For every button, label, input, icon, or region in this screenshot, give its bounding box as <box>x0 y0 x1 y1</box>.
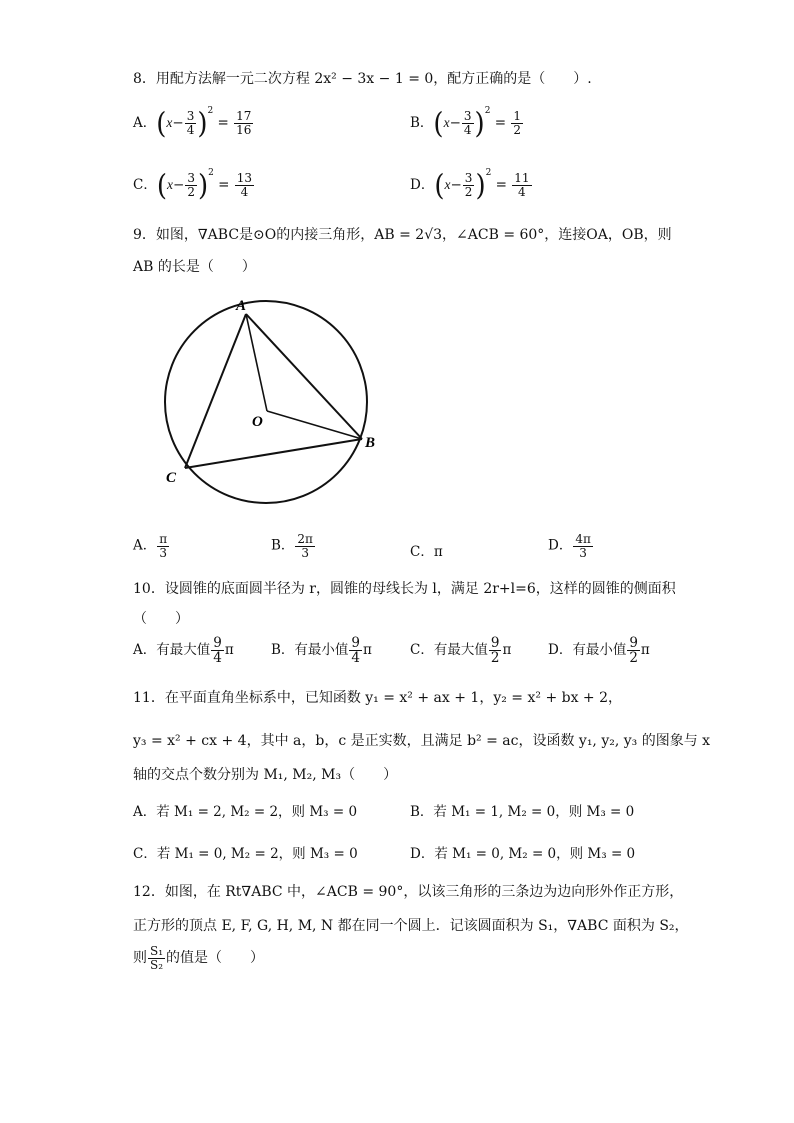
q11-line1: 11．在平面直角坐标系中，已知函数 y₁ = x² + ax + 1，y₂ = x² + bx + 2， <box>133 690 623 706</box>
option-label: D．有最小值 <box>548 642 627 659</box>
q9-option-d <box>548 533 594 559</box>
num: 4π <box>575 532 591 546</box>
h-num: 3 <box>187 171 195 186</box>
den: 3 <box>301 545 309 560</box>
suffix: π <box>224 642 234 659</box>
q11-option-d <box>410 842 635 862</box>
segment-ab <box>246 314 362 439</box>
option-label: C．有最大值 <box>410 642 488 659</box>
den: 2 <box>629 650 638 667</box>
q9-line2: AB 的长是（ ） <box>133 259 256 275</box>
num: 9 <box>490 635 500 651</box>
h-num: 3 <box>186 109 195 124</box>
q10-option-c <box>410 636 511 665</box>
q12-line3 <box>133 945 264 971</box>
h-den: 4 <box>463 123 472 137</box>
q9-option-b <box>271 533 316 559</box>
circle-triangle-figure <box>150 290 390 530</box>
num: 9 <box>213 635 222 651</box>
q10-option-a <box>133 636 234 665</box>
q8-option-b: B．(x− $\frac{3}{4}$ )$^2$ = $\frac{1}{2}$ <box>410 106 521 140</box>
q11-option-c <box>133 842 358 862</box>
q10-line1: 10．设圆锥的底面圆半径为 r，圆锥的母线长为 l，满足 2r+l=6，这样的圆锥的侧面积 <box>133 581 676 597</box>
q8-stem: 8．用配方法解一元二次方程 2x² − 3x − 1 = 0，配方正确的是（ ）. <box>133 71 592 87</box>
q8-option-d: D．(x− $\frac{3}{2}$ )$^2$ = $\frac{11}{4}$ <box>410 168 530 202</box>
option-label: B． <box>271 537 295 554</box>
num: π <box>159 532 168 546</box>
q12-line2: 正方形的顶点 E, F, G, H, M, N 都在同一个圆上．记该圆面积为 S₁，∇ABC 面积为 S₂， <box>133 918 689 934</box>
r-den: 2 <box>513 123 521 137</box>
q8-option-a: A．(x− $\frac{3}{4}$ )$^2$ = $\frac{17}{16}$ <box>133 106 252 140</box>
suffix: π <box>363 642 372 659</box>
r-den: 16 <box>236 123 252 137</box>
r-num: 13 <box>236 171 253 186</box>
option-label: B． <box>410 115 434 131</box>
num: 9 <box>351 635 361 651</box>
value: π <box>433 544 443 560</box>
suffix: π <box>640 642 650 659</box>
option-label: D． <box>410 846 435 862</box>
q9-option-a <box>133 533 170 559</box>
h-num: 3 <box>464 171 473 186</box>
den: 4 <box>351 650 361 667</box>
r-den: 4 <box>518 185 526 199</box>
label-b: B <box>365 435 376 451</box>
label-o: O <box>252 414 263 430</box>
q8-option-c: C．(x− $\frac{3}{2}$ )$^2$ = $\frac{13}{4}$ <box>133 168 253 202</box>
prefix: 则 <box>133 950 147 967</box>
option-label: B．有最小值 <box>271 642 349 659</box>
option-label: B． <box>410 804 434 820</box>
den: 3 <box>159 545 168 560</box>
label-c: C <box>166 470 177 486</box>
r-den: 4 <box>240 185 249 199</box>
h-den: 4 <box>186 123 195 137</box>
r-num: 11 <box>514 171 530 186</box>
option-label: A． <box>133 537 157 554</box>
option-text: 若 M₁ = 2, M₂ = 2，则 M₃ = 0 <box>156 804 358 820</box>
label-a: A <box>236 298 247 314</box>
q11-option-b <box>410 800 634 820</box>
circumcircle <box>165 301 367 503</box>
r-num: 1 <box>513 109 521 124</box>
option-label: A．有最大值 <box>133 642 211 659</box>
q11-line3: 轴的交点个数分别为 M₁, M₂, M₃（ ） <box>133 767 398 783</box>
q10-line2: （ ） <box>133 611 189 627</box>
option-label: C． <box>133 177 157 193</box>
option-label: D． <box>548 537 573 554</box>
r-num: 17 <box>236 109 252 124</box>
q10-option-d <box>548 636 650 665</box>
h-den: 2 <box>464 185 473 199</box>
num: 2π <box>297 532 313 546</box>
num: 9 <box>629 635 638 651</box>
den: 2 <box>490 650 500 667</box>
den: 3 <box>579 545 587 560</box>
h-den: 2 <box>187 185 195 199</box>
den: 4 <box>213 650 222 667</box>
frac-num: S₁ <box>150 944 164 958</box>
q12-line1: 12．如图，在 Rt∇ABC 中，∠ACB = 90°，以该三角形的三条边为边向形外作正方形， <box>133 884 684 900</box>
segment-cb <box>185 439 362 468</box>
option-label: D． <box>410 177 435 193</box>
option-text: 若 M₁ = 0, M₂ = 2，则 M₃ = 0 <box>156 846 358 862</box>
option-label: A． <box>133 804 157 820</box>
h-num: 3 <box>463 109 472 124</box>
option-label: A． <box>133 115 157 131</box>
segment-ac <box>185 314 246 468</box>
option-text: 若 M₁ = 1, M₂ = 0，则 M₃ = 0 <box>433 804 635 820</box>
suffix: 的值是（ ） <box>166 950 265 967</box>
frac-den: S₂ <box>150 957 164 972</box>
q9-line1: 9．如图，∇ABC是⊙O的内接三角形，AB = 2√3，∠ACB = 60°，连接OA，OB，则 <box>133 227 672 243</box>
q11-line2: y₃ = x² + cx + 4，其中 a，b，c 是正实数，且满足 b² = ac，设函数 y₁, y₂, y₃ 的图象与 x <box>133 733 711 749</box>
option-label: C． <box>133 846 157 862</box>
q11-option-a <box>133 800 357 820</box>
q9-option-c <box>410 540 443 560</box>
option-text: 若 M₁ = 0, M₂ = 0，则 M₃ = 0 <box>434 846 636 862</box>
q10-option-b <box>271 636 372 665</box>
option-label: C． <box>410 544 434 560</box>
segment-oa <box>246 314 267 411</box>
suffix: π <box>502 642 512 659</box>
